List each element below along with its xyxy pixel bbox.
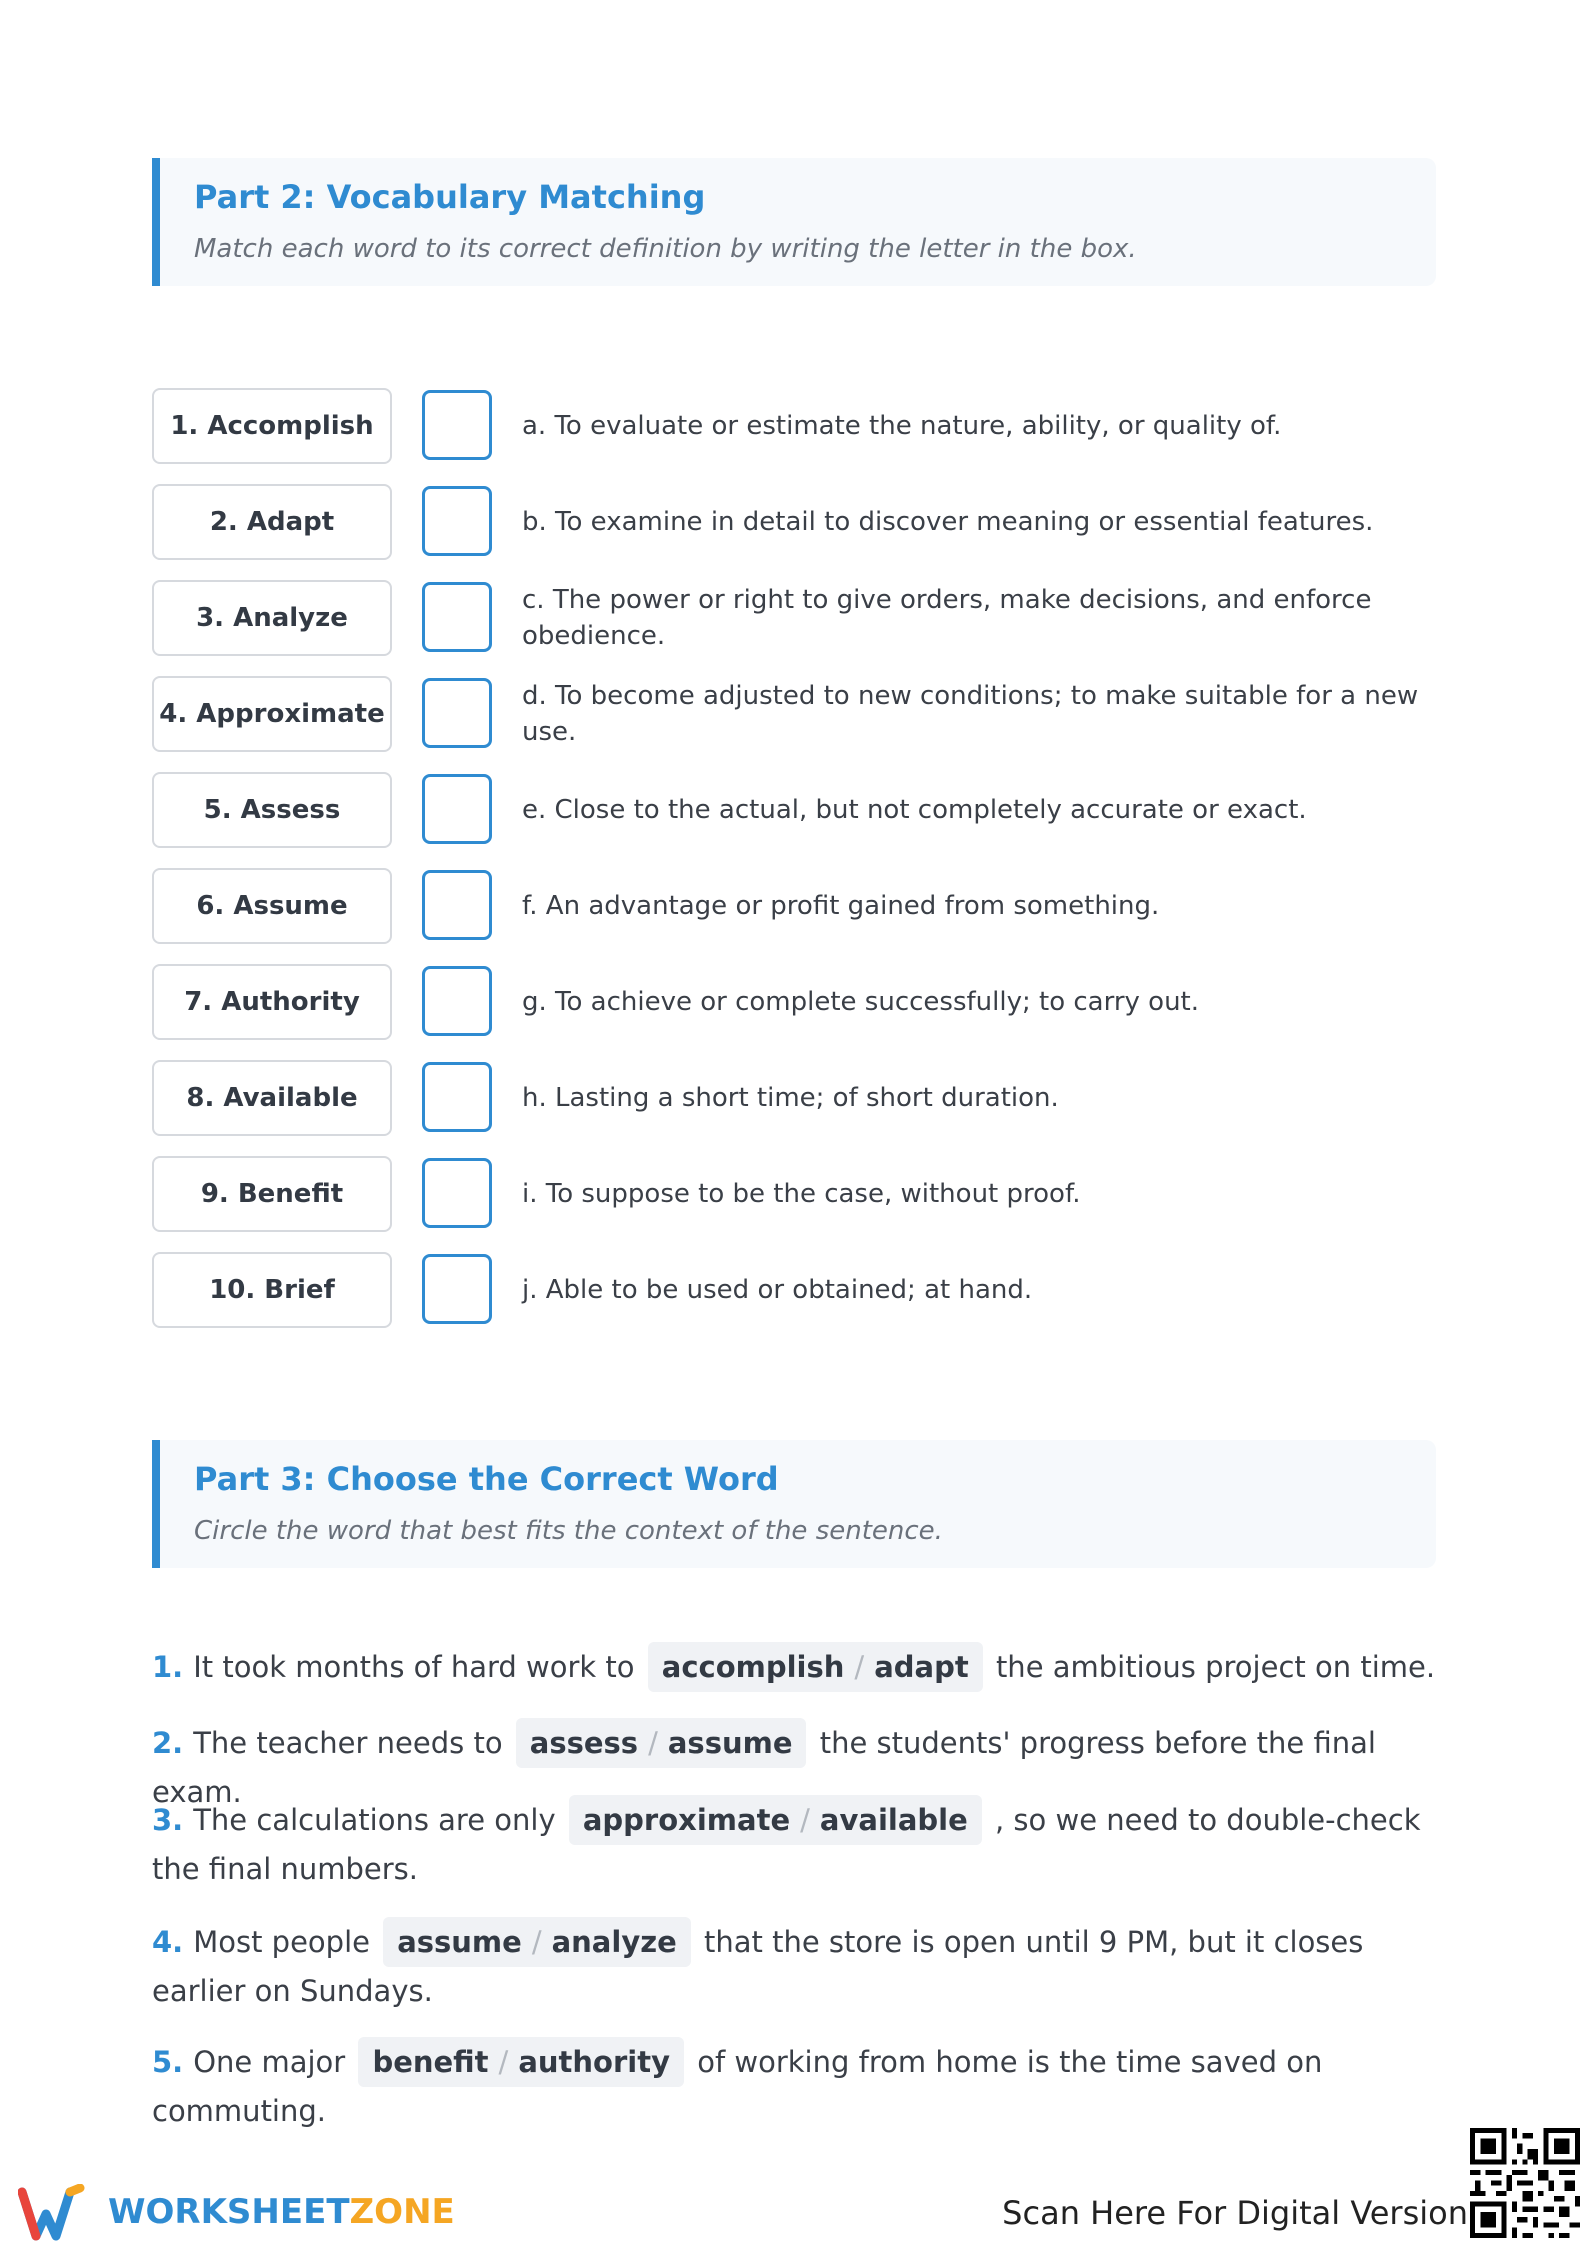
definition-text: d. To become adjusted to new conditions; to make suitable for a new use.	[522, 681, 1419, 747]
part3-title: Part 3: Choose the Correct Word	[194, 1460, 779, 1498]
answer-box[interactable]	[422, 390, 492, 460]
word-card: 9. Benefit	[152, 1156, 392, 1232]
answer-box[interactable]	[422, 1254, 492, 1324]
definition-text: e. Close to the actual, but not completely accurate or exact.	[522, 795, 1307, 825]
qr-code-icon[interactable]	[1470, 2128, 1580, 2238]
match-row	[152, 676, 1442, 752]
part3-instruction: Circle the word that best fits the context of the sentence.	[194, 1516, 943, 1546]
answer-box[interactable]	[422, 1158, 492, 1228]
choice-option-1[interactable]: approximate	[582, 1803, 791, 1837]
choice-pill	[358, 2037, 684, 2087]
question-text-after: the ambitious project on time.	[995, 1650, 1436, 1684]
brand-name	[108, 2192, 455, 2232]
brand-part2: ZONE	[349, 2192, 455, 2232]
word-card: 7. Authority	[152, 964, 392, 1040]
choice-option-2[interactable]: analyze	[551, 1925, 677, 1959]
choice-option-2[interactable]: assume	[667, 1726, 793, 1760]
question-item	[152, 2037, 1442, 2135]
definition-text: a. To evaluate or estimate the nature, ability, or quality of.	[522, 411, 1282, 441]
part3-header	[152, 1440, 1436, 1568]
choice-separator: /	[854, 1650, 865, 1684]
choice-separator: /	[498, 2045, 509, 2079]
word-card: 1. Accomplish	[152, 388, 392, 464]
choice-option-1[interactable]: assume	[397, 1925, 522, 1959]
part2-header	[152, 158, 1436, 286]
question-text-before: The calculations are only	[193, 1803, 556, 1837]
definition-text: i. To suppose to be the case, without proof.	[522, 1179, 1081, 1209]
question-number: 5.	[152, 2045, 184, 2079]
choice-separator: /	[648, 1726, 658, 1760]
worksheetzone-logo	[18, 2180, 455, 2244]
match-row	[152, 1060, 1442, 1136]
answer-box[interactable]	[422, 966, 492, 1036]
word-card: 6. Assume	[152, 868, 392, 944]
choice-option-1[interactable]: accomplish	[661, 1650, 845, 1684]
match-row	[152, 772, 1442, 848]
answer-box[interactable]	[422, 486, 492, 556]
w-logo-icon	[18, 2184, 98, 2244]
match-row	[152, 1156, 1442, 1232]
match-row	[152, 964, 1442, 1040]
brand-part1: WORKSHEET	[108, 2192, 350, 2232]
word-card: 2. Adapt	[152, 484, 392, 560]
definition-text: h. Lasting a short time; of short duration.	[522, 1083, 1059, 1113]
choice-pill	[383, 1917, 691, 1967]
definition-text: c. The power or right to give orders, make decisions, and enforce obedience.	[522, 585, 1372, 651]
choice-pill	[648, 1642, 983, 1692]
part2-title: Part 2: Vocabulary Matching	[194, 178, 706, 216]
definition-text: g. To achieve or complete successfully; to carry out.	[522, 987, 1200, 1017]
answer-box[interactable]	[422, 582, 492, 652]
word-card: 4. Approximate	[152, 676, 392, 752]
choice-option-2[interactable]: authority	[518, 2045, 670, 2079]
choice-option-2[interactable]: adapt	[874, 1650, 969, 1684]
choice-option-1[interactable]: assess	[529, 1726, 639, 1760]
choice-option-1[interactable]: benefit	[372, 2045, 489, 2079]
question-number: 2.	[152, 1726, 184, 1760]
match-row	[152, 388, 1442, 464]
question-item	[152, 1917, 1442, 2015]
scan-text: Scan Here For Digital Version	[1002, 2194, 1468, 2232]
choice-option-2[interactable]: available	[819, 1803, 968, 1837]
question-text-before: It took months of hard work to	[193, 1650, 635, 1684]
answer-box[interactable]	[422, 774, 492, 844]
answer-box[interactable]	[422, 1062, 492, 1132]
match-row	[152, 484, 1442, 560]
answer-box[interactable]	[422, 678, 492, 748]
question-text-after: of working from home is the time saved on commuting.	[152, 2045, 1323, 2128]
question-text-before: The teacher needs to	[193, 1726, 503, 1760]
match-row	[152, 580, 1442, 656]
match-row	[152, 1252, 1442, 1328]
part2-instruction: Match each word to its correct definition by writing the letter in the box.	[194, 234, 1137, 264]
question-item	[152, 1642, 1442, 1692]
question-text-before: Most people	[193, 1925, 370, 1959]
definition-text: b. To examine in detail to discover meaning or essential features.	[522, 507, 1374, 537]
question-text-before: One major	[193, 2045, 346, 2079]
question-text-after: , so we need to double-check the final numbers.	[152, 1803, 1421, 1886]
question-number: 1.	[152, 1650, 184, 1684]
choice-pill	[516, 1718, 807, 1768]
question-number: 3.	[152, 1803, 184, 1837]
question-number: 4.	[152, 1925, 184, 1959]
question-text-after: the students' progress before the final exam.	[152, 1726, 1376, 1809]
word-card: 5. Assess	[152, 772, 392, 848]
choice-separator: /	[800, 1803, 810, 1837]
word-card: 3. Analyze	[152, 580, 392, 656]
word-card: 8. Available	[152, 1060, 392, 1136]
definition-text: j. Able to be used or obtained; at hand.	[522, 1275, 1033, 1305]
definition-text: f. An advantage or profit gained from something.	[522, 891, 1160, 921]
word-card: 10. Brief	[152, 1252, 392, 1328]
choice-pill	[569, 1795, 982, 1845]
question-text-after: that the store is open until 9 PM, but it closes earlier on Sundays.	[152, 1925, 1364, 2008]
match-row	[152, 868, 1442, 944]
answer-box[interactable]	[422, 870, 492, 940]
choice-separator: /	[531, 1925, 542, 1959]
question-item	[152, 1795, 1442, 1893]
